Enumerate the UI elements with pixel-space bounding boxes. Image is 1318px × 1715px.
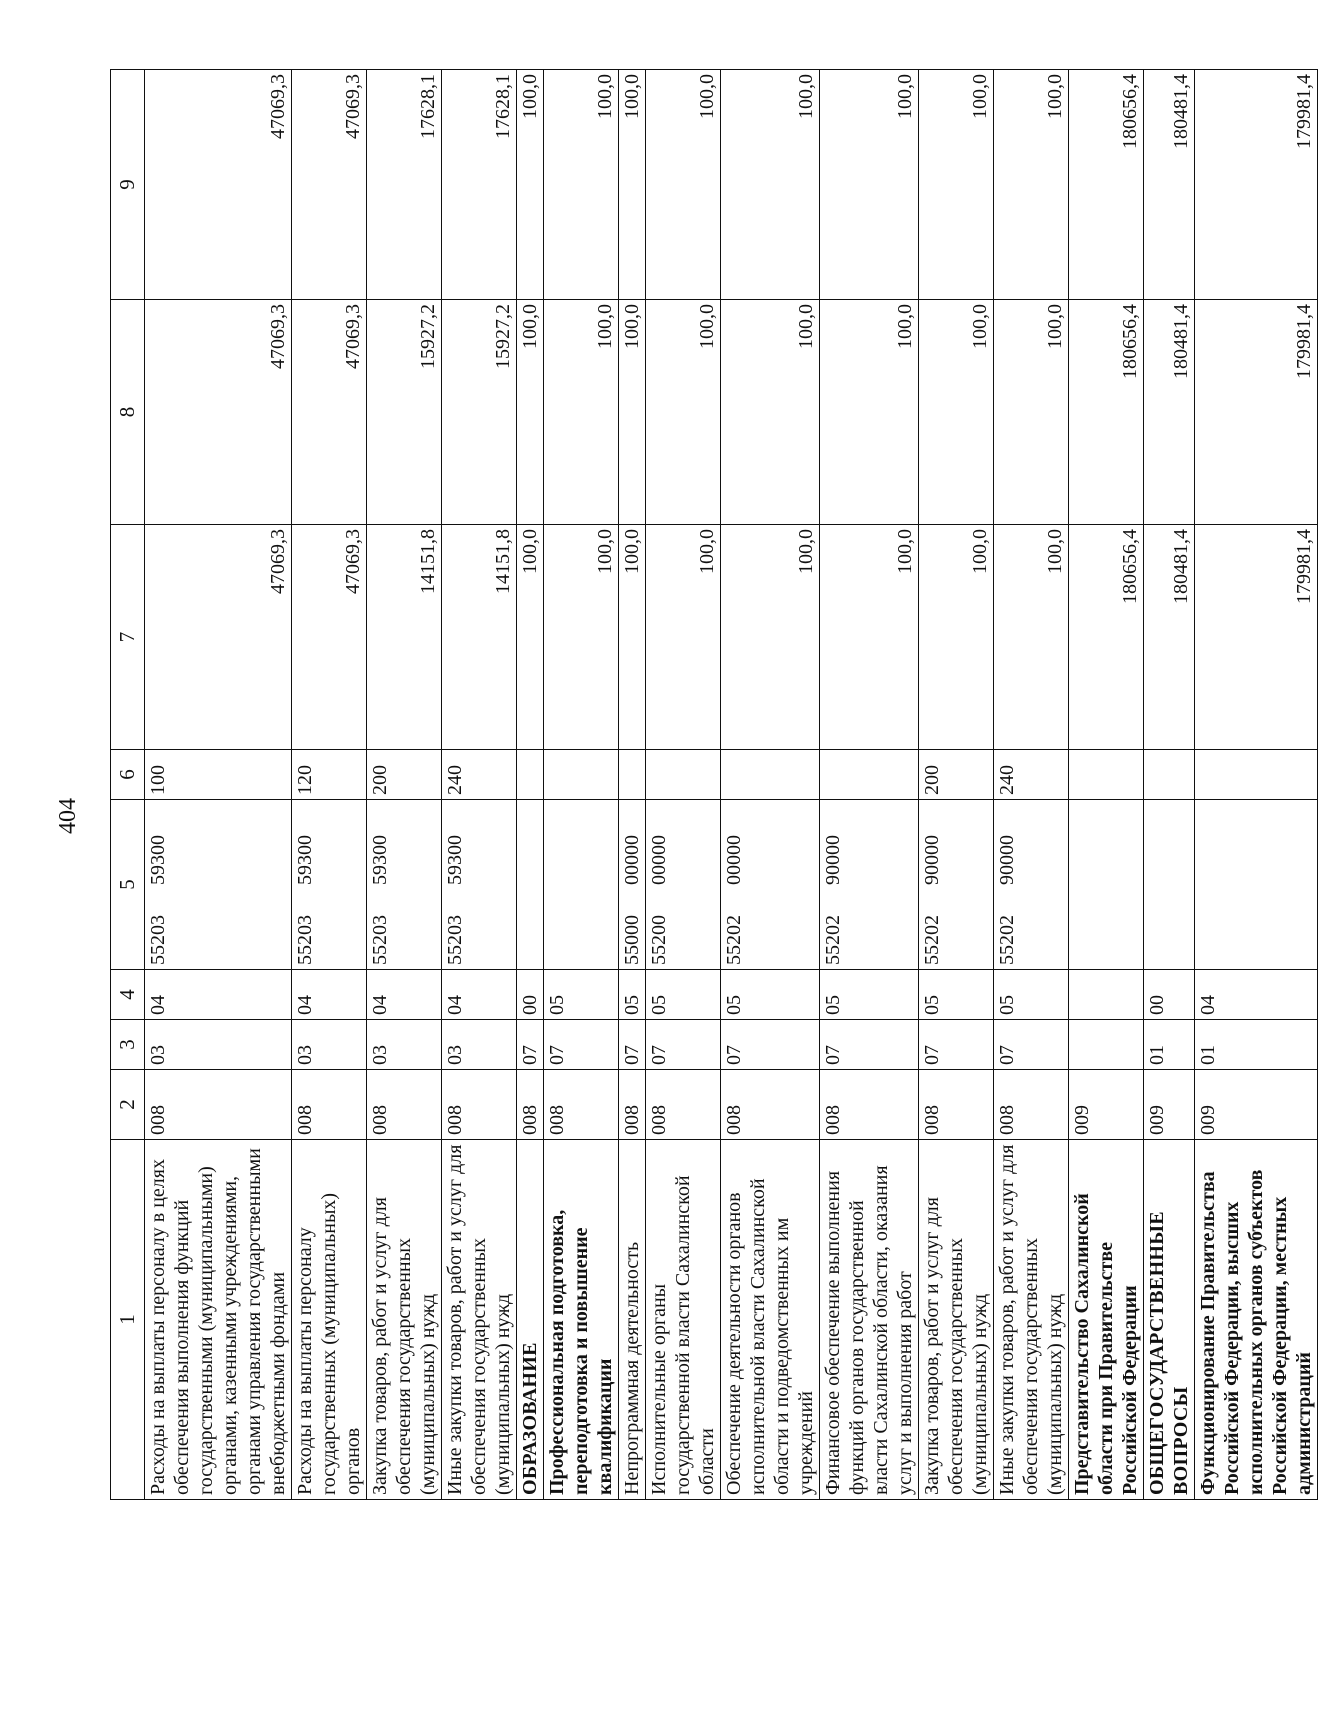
section-code-cell: 07: [994, 1020, 1069, 1070]
expense-type-cell: [1195, 750, 1318, 800]
table-row: [721, 70, 820, 1500]
target-article-direction: 00000: [723, 835, 746, 885]
amount-year1-cell: 100,0: [646, 525, 721, 750]
section-code-cell: 01: [1144, 1020, 1195, 1070]
amount-year3-cell: 17628,1: [442, 70, 517, 300]
column-header-2: 2: [111, 1070, 145, 1140]
amount-year2-cell: 47069,3: [145, 300, 292, 525]
row-name-cell: Расходы на выплаты персоналу государственных (муниципальных) органов: [292, 1140, 367, 1500]
table-row: [442, 70, 517, 1500]
target-article-cell: [292, 800, 367, 970]
target-article-direction: 59300: [294, 835, 317, 885]
expense-type-cell: 100: [145, 750, 292, 800]
amount-year2-cell: 100,0: [517, 300, 544, 525]
amount-year1-cell: 179981,4: [1195, 525, 1318, 750]
amount-year2-cell: 100,0: [994, 300, 1069, 525]
target-article-cell: [994, 800, 1069, 970]
section-code-cell: 03: [145, 1020, 292, 1070]
target-article-cell: [1144, 800, 1195, 970]
amount-year1-cell: 100,0: [544, 525, 619, 750]
subsection-code-cell: 05: [994, 970, 1069, 1020]
column-header-5: 5: [111, 800, 145, 970]
target-article-direction: 90000: [921, 835, 944, 885]
target-article-direction: 00000: [621, 835, 644, 885]
target-article-direction: 90000: [822, 835, 845, 885]
row-name-cell: Функционирование Правительства Российской Федерации, высших исполнительных органов субъектов Российской Федерации, местных администраций: [1195, 1140, 1318, 1500]
target-article-cell: [145, 800, 292, 970]
subsection-code-cell: 05: [619, 970, 646, 1020]
amount-year2-cell: 100,0: [721, 300, 820, 525]
section-code-cell: 03: [292, 1020, 367, 1070]
expense-type-cell: [1144, 750, 1195, 800]
subsection-code-cell: 04: [442, 970, 517, 1020]
row-name-cell: Расходы на выплаты персоналу в целях обеспечения выполнения функций государственными (муниципальными) органами, казенными учреждениями, органами управления государственными внебюджетными фондами: [145, 1140, 292, 1500]
section-code-cell: 01: [1195, 1020, 1318, 1070]
ministry-code-cell: 008: [145, 1070, 292, 1140]
column-header-8: 8: [111, 300, 145, 525]
target-article-cell: [820, 800, 919, 970]
subsection-code-cell: 04: [1195, 970, 1318, 1020]
amount-year2-cell: 15927,2: [442, 300, 517, 525]
ministry-code-cell: 008: [367, 1070, 442, 1140]
target-article-cell: [544, 800, 619, 970]
target-article-program: 55202: [996, 915, 1019, 965]
subsection-code-cell: [1069, 970, 1144, 1020]
amount-year1-cell: 180481,4: [1144, 525, 1195, 750]
amount-year3-cell: 47069,3: [145, 70, 292, 300]
amount-year3-cell: 180481,4: [1144, 70, 1195, 300]
ministry-code-cell: 008: [517, 1070, 544, 1140]
column-header-3: 3: [111, 1020, 145, 1070]
target-article-cell: [1195, 800, 1318, 970]
target-article-cell: [442, 800, 517, 970]
subsection-code-cell: 04: [145, 970, 292, 1020]
row-name-cell: Финансовое обеспечение выполнения функций органов государственной власти Сахалинской области, оказания услуг и выполнения работ: [820, 1140, 919, 1500]
budget-table: [110, 69, 1318, 1500]
row-name-cell: Закупка товаров, работ и услуг для обеспечения государственных (муниципальных) нужд: [919, 1140, 994, 1500]
table-row: [1195, 70, 1318, 1500]
target-article-direction: 00000: [648, 835, 671, 885]
amount-year3-cell: 100,0: [619, 70, 646, 300]
target-article-direction: 59300: [369, 835, 392, 885]
target-article-program: 55203: [294, 915, 317, 965]
amount-year3-cell: 179981,4: [1195, 70, 1318, 300]
amount-year3-cell: 180656,4: [1069, 70, 1144, 300]
amount-year2-cell: 179981,4: [1195, 300, 1318, 525]
ministry-code-cell: 008: [919, 1070, 994, 1140]
target-article-program: 55203: [147, 915, 170, 965]
target-article-direction: 59300: [444, 835, 467, 885]
column-header-1: 1: [111, 1140, 145, 1500]
target-article-program: 55202: [921, 915, 944, 965]
column-header-6: 6: [111, 750, 145, 800]
expense-type-cell: 120: [292, 750, 367, 800]
amount-year2-cell: 100,0: [919, 300, 994, 525]
target-article-program: 55203: [444, 915, 467, 965]
row-name-cell: Иные закупки товаров, работ и услуг для обеспечения государственных (муниципальных) нужд: [442, 1140, 517, 1500]
target-article-program: 55202: [822, 915, 845, 965]
amount-year2-cell: 100,0: [619, 300, 646, 525]
expense-type-cell: [517, 750, 544, 800]
section-code-cell: [1069, 1020, 1144, 1070]
amount-year1-cell: 14151,8: [367, 525, 442, 750]
row-name-cell: Исполнительные органы государственной власти Сахалинской области: [646, 1140, 721, 1500]
expense-type-cell: [646, 750, 721, 800]
expense-type-cell: [544, 750, 619, 800]
table-row: [994, 70, 1069, 1500]
amount-year2-cell: 15927,2: [367, 300, 442, 525]
subsection-code-cell: 05: [646, 970, 721, 1020]
amount-year1-cell: 14151,8: [442, 525, 517, 750]
table-row: [1069, 70, 1144, 1500]
table-row: [367, 70, 442, 1500]
amount-year1-cell: 100,0: [721, 525, 820, 750]
row-name-cell: Иные закупки товаров, работ и услуг для обеспечения государственных (муниципальных) нужд: [994, 1140, 1069, 1500]
target-article-cell: [1069, 800, 1144, 970]
subsection-code-cell: 00: [517, 970, 544, 1020]
target-article-cell: [646, 800, 721, 970]
amount-year3-cell: 100,0: [646, 70, 721, 300]
table-row: [619, 70, 646, 1500]
subsection-code-cell: 04: [292, 970, 367, 1020]
target-article-program: 55000: [621, 915, 644, 965]
amount-year1-cell: 100,0: [619, 525, 646, 750]
subsection-code-cell: 05: [919, 970, 994, 1020]
subsection-code-cell: 05: [820, 970, 919, 1020]
expense-type-cell: 200: [367, 750, 442, 800]
amount-year1-cell: 100,0: [820, 525, 919, 750]
expense-type-cell: 240: [442, 750, 517, 800]
amount-year1-cell: 47069,3: [145, 525, 292, 750]
column-header-7: 7: [111, 525, 145, 750]
expense-type-cell: [619, 750, 646, 800]
amount-year3-cell: 100,0: [517, 70, 544, 300]
page-number: 404: [55, 798, 81, 834]
ministry-code-cell: 008: [646, 1070, 721, 1140]
target-article-cell: [919, 800, 994, 970]
ministry-code-cell: 008: [292, 1070, 367, 1140]
section-code-cell: 07: [646, 1020, 721, 1070]
section-code-cell: 07: [820, 1020, 919, 1070]
amount-year1-cell: 180656,4: [1069, 525, 1144, 750]
amount-year1-cell: 100,0: [517, 525, 544, 750]
ministry-code-cell: 009: [1195, 1070, 1318, 1140]
target-article-cell: [721, 800, 820, 970]
column-header-4: 4: [111, 970, 145, 1020]
row-name-cell: Обеспечение деятельности органов исполнительной власти Сахалинской области и подведомственных им учреждений: [721, 1140, 820, 1500]
expense-type-cell: [1069, 750, 1144, 800]
amount-year3-cell: 100,0: [994, 70, 1069, 300]
ministry-code-cell: 008: [442, 1070, 517, 1140]
amount-year2-cell: 180481,4: [1144, 300, 1195, 525]
amount-year2-cell: 100,0: [544, 300, 619, 525]
expense-type-cell: 240: [994, 750, 1069, 800]
amount-year2-cell: 180656,4: [1069, 300, 1144, 525]
amount-year3-cell: 100,0: [820, 70, 919, 300]
section-code-cell: 07: [919, 1020, 994, 1070]
table-header-row: [111, 70, 145, 1500]
table-body: [145, 70, 1318, 1500]
ministry-code-cell: 008: [820, 1070, 919, 1140]
amount-year1-cell: 100,0: [919, 525, 994, 750]
target-article-program: 55200: [648, 915, 671, 965]
subsection-code-cell: 04: [367, 970, 442, 1020]
row-name-cell: Закупка товаров, работ и услуг для обеспечения государственных (муниципальных) нужд: [367, 1140, 442, 1500]
amount-year2-cell: 100,0: [820, 300, 919, 525]
ministry-code-cell: 008: [721, 1070, 820, 1140]
row-name-cell: ОБРАЗОВАНИЕ: [517, 1140, 544, 1500]
target-article-cell: [367, 800, 442, 970]
table-row: [544, 70, 619, 1500]
amount-year3-cell: 100,0: [544, 70, 619, 300]
expense-type-cell: [721, 750, 820, 800]
amount-year3-cell: 100,0: [919, 70, 994, 300]
table-row: [517, 70, 544, 1500]
ministry-code-cell: 008: [994, 1070, 1069, 1140]
amount-year3-cell: 17628,1: [367, 70, 442, 300]
table-row: [820, 70, 919, 1500]
ministry-code-cell: 009: [1069, 1070, 1144, 1140]
row-name-cell: Профессиональная подготовка, переподготовка и повышение квалификации: [544, 1140, 619, 1500]
subsection-code-cell: 05: [544, 970, 619, 1020]
amount-year1-cell: 47069,3: [292, 525, 367, 750]
target-article-cell: [517, 800, 544, 970]
row-name-cell: ОБЩЕГОСУДАРСТВЕННЫЕ ВОПРОСЫ: [1144, 1140, 1195, 1500]
section-code-cell: 07: [619, 1020, 646, 1070]
ministry-code-cell: 009: [1144, 1070, 1195, 1140]
section-code-cell: 07: [721, 1020, 820, 1070]
amount-year2-cell: 47069,3: [292, 300, 367, 525]
expense-type-cell: [820, 750, 919, 800]
expense-type-cell: 200: [919, 750, 994, 800]
ministry-code-cell: 008: [619, 1070, 646, 1140]
section-code-cell: 03: [442, 1020, 517, 1070]
column-header-9: 9: [111, 70, 145, 300]
target-article-program: 55202: [723, 915, 746, 965]
row-name-cell: Непрограммная деятельность: [619, 1140, 646, 1500]
subsection-code-cell: 00: [1144, 970, 1195, 1020]
target-article-cell: [619, 800, 646, 970]
table-row: [919, 70, 994, 1500]
target-article-program: 55203: [369, 915, 392, 965]
amount-year3-cell: 100,0: [721, 70, 820, 300]
row-name-cell: Представительство Сахалинской области при Правительстве Российской Федерации: [1069, 1140, 1144, 1500]
target-article-direction: 90000: [996, 835, 1019, 885]
amount-year3-cell: 47069,3: [292, 70, 367, 300]
amount-year1-cell: 100,0: [994, 525, 1069, 750]
section-code-cell: 07: [544, 1020, 619, 1070]
section-code-cell: 07: [517, 1020, 544, 1070]
rotated-page-content: [110, 70, 1316, 1500]
table-row: [292, 70, 367, 1500]
amount-year2-cell: 100,0: [646, 300, 721, 525]
table-row: [646, 70, 721, 1500]
table-row: [1144, 70, 1195, 1500]
table-row: [145, 70, 292, 1500]
ministry-code-cell: 008: [544, 1070, 619, 1140]
subsection-code-cell: 05: [721, 970, 820, 1020]
section-code-cell: 03: [367, 1020, 442, 1070]
target-article-direction: 59300: [147, 835, 170, 885]
